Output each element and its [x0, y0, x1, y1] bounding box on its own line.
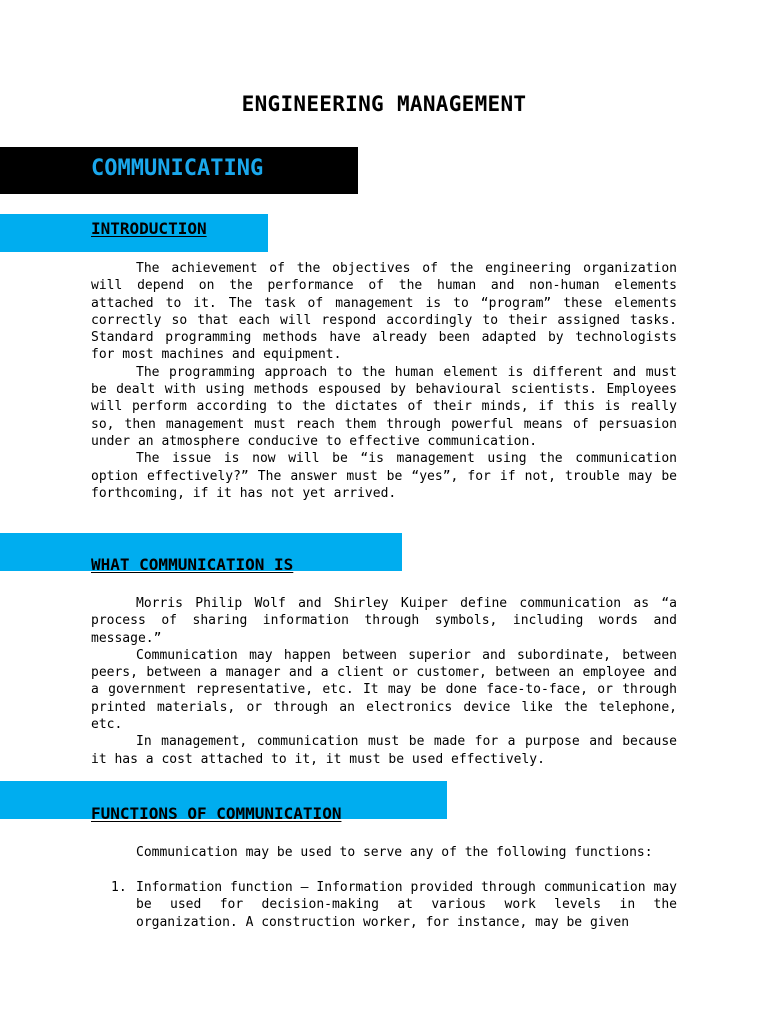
section-body-functions: [91, 844, 677, 861]
paragraph: In management, communication must be made for a purpose and because it has a cost attached to it, it must be used effectively.: [91, 734, 677, 767]
paragraph: The issue is now will be “is management using the communication option effectively?” The answer must be “yes”, for if not, trouble may be forthcoming, if it has not yet arrived.: [91, 451, 677, 501]
section-heading-what-communication-is: WHAT COMMUNICATION IS: [91, 555, 294, 574]
list-item-text: Information function – Information provided through communication may be used for decision-making at various work levels in the organization. A construction worker, for instance, may be given: [136, 880, 677, 930]
section-heading-introduction: INTRODUCTION: [91, 219, 207, 238]
section-body-introduction: [91, 260, 677, 502]
section-heading-functions: FUNCTIONS OF COMMUNICATION: [91, 804, 342, 823]
document-title: ENGINEERING MANAGEMENT: [241, 92, 527, 116]
list-item: [91, 879, 677, 931]
paragraph: Communication may happen between superior and subordinate, between peers, between a manager and a client or customer, between an employee and a government representative, etc. It may be done face-to-face, or through printed materials, or through an electronics device like the telephone, etc.: [91, 647, 677, 733]
paragraph: The achievement of the objectives of the engineering organization will depend on the performance of the human and non-human elements attached to it. The task of management is to “program” these elements correctly so that each will respond accordingly to their assigned tasks. Standard programming methods have already been adapted by technologists for most machines and equipment.: [91, 261, 677, 363]
section-body-what-communication-is: [91, 595, 677, 768]
paragraph: Morris Philip Wolf and Shirley Kuiper define communication as “a process of sharing information through symbols, including words and message.”: [91, 596, 677, 646]
chapter-title: COMMUNICATING: [91, 156, 264, 181]
paragraph: The programming approach to the human element is different and must be dealt with using methods espoused by behavioural scientists. Employees will perform according to the dictates of their minds, if this is really so, then management must reach them through powerful means of persuasion under an atmosphere conducive to effective communication.: [91, 364, 677, 449]
paragraph: Communication may be used to serve any of the following functions:: [136, 845, 653, 860]
list-item-number: 1.: [111, 880, 127, 895]
functions-list: [91, 879, 677, 931]
